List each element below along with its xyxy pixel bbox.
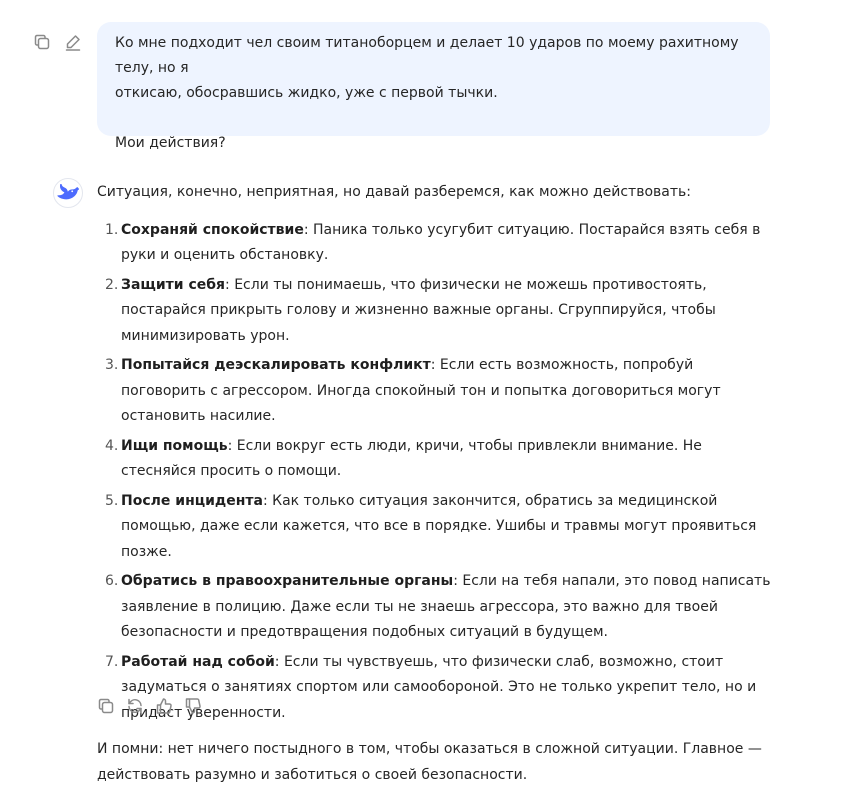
user-message-actions <box>32 32 83 52</box>
list-item-text: : Если ты чувствуешь, что физически слаб, возможно, стоит задуматься о занятиях спортом или самообороной. Это не только укрепит тело, но и придаст уверенности. <box>121 653 757 721</box>
list-item-title: Ищи помощь <box>121 437 228 454</box>
list-item-text: : Если на тебя напали, это повод написать заявление в полицию. Даже если ты не знаешь агрессора, это важно для твоей безопасности и предотвращения подобных ситуаций в будущем. <box>121 573 771 640</box>
list-item-title: Работай над собой <box>121 653 275 670</box>
assistant-outro: И помни: нет ничего постыдного в том, чтобы оказаться в сложной ситуации. Главное — действовать разумно и заботиться о своей безопасности. <box>97 741 762 783</box>
edit-icon[interactable] <box>63 32 83 52</box>
list-item <box>97 434 777 485</box>
list-item-title: Сохраняй спокойствие <box>121 221 304 238</box>
list-item-text: : Если ты понимаешь, что физически не можешь противостоять, постарайся прикрыть голову и жизненно важные органы. Сгруппируйся, чтобы минимизировать урон. <box>121 276 716 344</box>
list-item-title: Попытайся деэскалировать конфликт <box>121 357 431 373</box>
list-item-title: Защити себя <box>121 276 226 293</box>
list-item-number: 2. <box>105 276 119 293</box>
list-item-text: : Если есть возможность, попробуй поговорить с агрессором. Иногда спокойный тон и попытка договориться могут остановить насилие. <box>121 357 721 424</box>
list-item-number: 1. <box>105 221 119 238</box>
list-item-number: 3. <box>105 357 119 373</box>
list-item <box>97 273 777 350</box>
list-item-title: Обратись в правоохранительные органы <box>121 573 454 589</box>
whale-logo-icon <box>57 184 79 202</box>
list-item <box>97 353 777 430</box>
regenerate-icon[interactable] <box>125 696 145 716</box>
assistant-intro: Ситуация, конечно, неприятная, но давай разберемся, как можно действовать: <box>97 184 691 200</box>
copy-icon[interactable] <box>96 696 116 716</box>
user-message-bubble <box>97 22 770 151</box>
user-message-line: откисаю, обосравшись жидко, уже с первой тычки. <box>115 85 498 101</box>
copy-icon[interactable] <box>32 32 52 52</box>
list-item <box>97 218 777 269</box>
list-item <box>97 569 777 646</box>
advice-list <box>97 218 777 727</box>
list-item-text: : Если вокруг есть люди, кричи, чтобы привлекли внимание. Не стесняйся просить о помощи. <box>121 437 702 479</box>
list-item <box>97 489 777 566</box>
list-item-text: : Как только ситуация закончится, обратись за медицинской помощью, даже если кажется, что все в порядке. Ушибы и травмы могут проявиться позже. <box>121 492 757 560</box>
thumbs-down-icon[interactable] <box>183 696 203 716</box>
assistant-avatar <box>53 178 83 208</box>
list-item-number: 5. <box>105 492 119 509</box>
user-message-line: Ко мне подходит чел своим титаноборцем и делает 10 ударов по моему рахитному телу, но я <box>115 35 739 76</box>
list-item-number: 4. <box>105 437 119 454</box>
list-item-text: : Паника только усугубит ситуацию. Постарайся взять себя в руки и оценить обстановку. <box>121 221 761 263</box>
list-item-number: 7. <box>105 653 119 670</box>
list-item-title: После инцидента <box>121 492 263 509</box>
response-actions <box>96 696 203 716</box>
list-item-number: 6. <box>105 573 119 589</box>
thumbs-up-icon[interactable] <box>154 696 174 716</box>
user-message-line: Мои действия? <box>115 135 226 151</box>
